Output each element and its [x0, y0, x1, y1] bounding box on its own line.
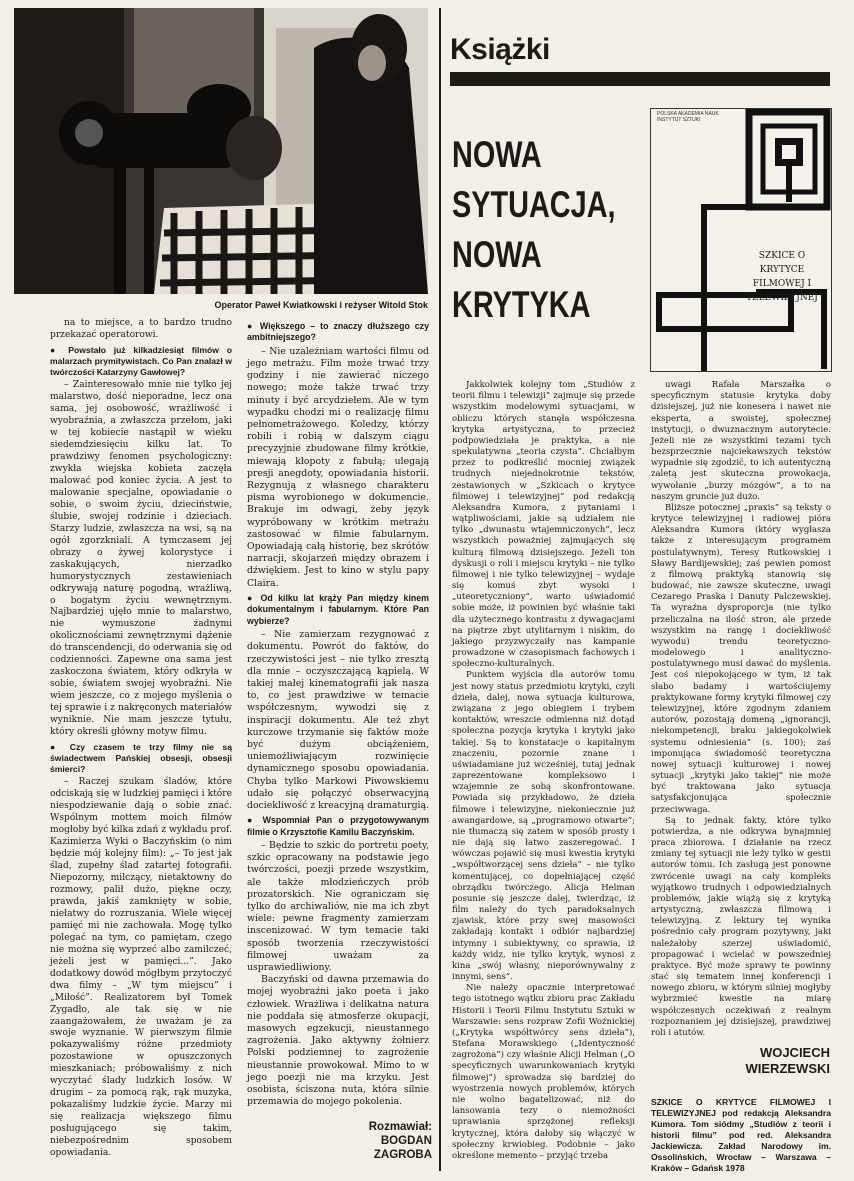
paragraph: uwagi Rafała Marszałka o specyficznym statusie krytyka doby dzisiejszej, już nie konesera i nawet nie eksperta, a swoistej, społecznej instytucji, o dwuznacznym autorytecie. Jeżeli nie ze wszystkimi tezami tych bezsprzecznie najciekawszych tekstów wypadnie się zgodzić, to ich autentyczną zaletą jest skuteczna prowokacja, wywołanie „burzy mózgów”, a to na naszym gruncie już dużo. — [651, 380, 831, 502]
interviewer-label: Rozmawiał: — [368, 1121, 432, 1133]
paragraph: na to miejsce, a to bardzo trudno przekazać operatorowi. — [50, 318, 232, 340]
cover-pattern — [651, 109, 831, 371]
review-author — [700, 1045, 830, 1077]
headline-line-3: NOWA — [452, 234, 542, 275]
bibliographic-note: SZKICE O KRYTYCE FILMOWEJ I TELEWIZYJNEJ pod redakcją Aleksandra Kumora. Tom siódmy „Studiów z teorii i historii filmu” pod red. Aleksandra Jackiewicza. Zakład Narodowy im. Ossolińskich, Wrocław – Warszawa – Kraków – Gdańsk 1978 — [651, 1097, 831, 1173]
interview-question: ● Wspomniał Pan o przygotowywanym filmie o Krzysztofie Kamilu Baczyńskim. — [247, 815, 429, 838]
interview-question: ● Od kilku lat krąży Pan między kinem dokumentalnym i fabularnym. Które Pan wybierze? — [247, 593, 429, 627]
interview-column-1 — [50, 318, 232, 1160]
photo-illustration — [14, 8, 428, 294]
photo-caption: Operator Paweł Kwiatkowski i reżyser Witold Stok — [214, 300, 428, 310]
paragraph: – Nie zamierzam rezygnować z dokumentu. Powrót do faktów, do rzeczywistości jest – nie tylko zresztą dla mnie – oczyszczającą kąpielą. W takiej małej kinematografii jak nasza to, co jest prawdziwe w temacie współczesnym, wywodzi się z inspiracji dokumentu. Ale też zbyt kurczowe trzymanie się faktów może być dużym obciążeniem, uniemożliwiającym rozwinięcie dynamicznego sposobu opowiadania. Chyba tylko Markowi Piwowskiemu udało się połączyć obserwacyjną dociekliwość z kreacyjną dramaturgią. — [247, 629, 429, 811]
film-crew-photo — [14, 8, 428, 294]
interview-question: ● Powstało już kilkadziesiąt filmów o malarzach prymitywistach. Co Pan znalazł w twórczości Katarzyny Gawłowej? — [50, 345, 232, 378]
review-headline — [452, 130, 616, 330]
cover-publisher: POLSKA AKADEMIA NAUK INSTYTUT SZTUKI — [657, 111, 719, 123]
column-divider — [439, 8, 441, 1171]
book-cover — [650, 108, 832, 372]
interviewer-last-name: ZAGROBA — [373, 1149, 432, 1161]
interview-column-2 — [247, 318, 429, 1108]
paragraph: Baczyński od dawna przemawia do mojej wyobraźni jako poeta i jako człowiek. Wrażliwa i delikatna natura nie poddała się atmosferze okupacji, masowych egzekucji, nieustannego zagrożenia. Jako aktywny żołnierz Polski podziemnej to zagrożenie nieustannie prowokował. Mimo to w jego poezji nie ma krzyku. Jest osobista, ściszona nuta, która silnie przemawia do mojego pokolenia. — [247, 974, 429, 1108]
paragraph: – Będzie to szkic do portretu poety, szkic opracowany na podstawie jego twórczości, poezji przede wszystkim, ale także młodzieńczych prób prozatorskich. Nie ograniczam się tylko do archiwaliów, nie ma ich zbyt wiele: pewne fragmenty zamierzam inscenizować. W tym temacie taki sposób tworzenia rzeczywistości filmowej uważam za usprawiedliwiony. — [247, 839, 429, 973]
review-column-2 — [651, 380, 831, 1039]
section-rule — [450, 72, 830, 86]
section-title: Książki — [450, 33, 550, 66]
review-column-1 — [452, 380, 635, 1162]
interviewer-first-name: BOGDAN — [380, 1135, 432, 1147]
interviewer-credit — [340, 1120, 432, 1162]
headline-line-4: KRYTYKA — [452, 284, 591, 325]
paragraph: Nie należy opacznie interpretować tego istotnego wątku zbioru prac Zakładu Historii i Teorii Filmu Instytutu Sztuki w Warszawie: sens rozpraw Zofii Woźnickiej („Krytyka współtwórcy sens dzieła”), Stefana Morawskiego („Identyczność zagrożona”) czy właśnie Alicji Helman („O specyficznych uwarunkowaniach krytyki filmowej”) sprowadza się bardziej do wyostrzenia nowych problemów, których nie wolno bagatelizować, niż do lansowania tezy o niemożności uprawiania sprzężonej refleksji krytycznej, która dałoby się włączyć w społeczny krwiobieg. Podobnie – jako określone memento – przyjąć trzeba — [452, 983, 635, 1161]
headline-line-1: NOWA — [452, 134, 542, 175]
interview-question: ● Większego – to znaczy dłuższego czy ambitniejszego? — [247, 321, 429, 344]
paragraph: Punktem wyjścia dla autorów tomu jest nowy status przedmiotu krytyki, czyli dzieła, dalej, nowa sytuacja kulturowa, związana z jego obiegiem i trybem kontaktów, wreszcie odmienna niż dotąd społeczna pozycja krytyka i krytyki jako takiej. Są to konstatacje o kapitalnym znaczeniu, pozornie znane i uświadamiane już wcześniej, tutaj jednak zaprezentowane kompleksowo i wzajemnie ze sobą skonfrontowane. Powiada się przykładowo, że dzieła filmowe i telewizyjne, niekoniecznie już awangardowe, są „programowo otwarte”; nie tłumaczą się zatem w sposób prosty i nie dają się łatwo zaszeregować. I wówczas pojawić się musi kwestia krytyki „współtworzącej sens dzieła” – nie tylko komentującej, co dopełniającej część obrządku twórczego. Alicja Helman posunie się jeszcze dalej, twierdząc, iż film należy do tych paradoksalnych zjawisk, które przy swej masowości zakładają kontakt i odbiór najbardziej intymny i subiektywny, co sprawia, iż każdy widz, nie tylko krytyk, wynosi z kina „swój własny, nieporównywalny z innymi, sens”. — [452, 670, 635, 983]
interview-question: ● Czy czasem te trzy filmy nie są świadectwem Pańskiej obsesji, obsesji śmierci? — [50, 742, 232, 775]
paragraph: Są to jednak fakty, które tylko potwierdza, a nie odkrywa bynajmniej praca zbiorowa. I działanie na rzecz zmiany tej sytuacji nie leży tylko w gestii autorów tomu. Ich zasługą jest ponowne zwrócenie uwagi na cały kompleks wyjątkowo trudnych i odpowiedzialnych problemów, jakie wiążą się z krytyką artystyczną, zwłaszcza filmową i telewizyjną. Z lektury tej wynika pośrednio cały program pozytywny, jaki należałoby szerzej uświadomić, propagować i wcielać w powszedniej praktyce. Być może sprawy te powinny stać się tematem innej konferencji i nowego zbioru, w którym silniej mogłyby wybrzmieć kwestie na miarę współczesnych oczekiwań z realnym rozpoznaniem jej dzisiejszej, prawdziwej roli i atutów. — [651, 815, 831, 1038]
headline-line-2: SYTUACJA, — [452, 184, 616, 225]
cover-title: SZKICE O KRYTYCE FILMOWEJ I TELEWIZYJNEJ — [746, 251, 818, 303]
paragraph: Bliższe potocznej „praxis” są teksty o krytyce telewizyjnej i radiowej pióra Aleksandra Kumora (który wygłasza także z interesującym programem postulatywnym), Teresy Rutkowskiej i Sławy Bardijewskiej; zaś pewien pomost z filmową praktyką stanowią się budować, nie zawsze skuteczne, uwagi Cezarego Praska i Danuty Palczewskiej. Ta wyraźna dysproporcja (nie tylko przeliczalna na ilość stron, ale przede wszystkim na rangę i dociekliwość wywodu) trendu teoretyczno-modelowego i analityczno-postulatywnego musi dawać do myślenia. Jest coś niepokojącego w tym, iż tak słabo badamy i wartościujemy praktykowane formy krytyki filmowej czy telewizyjnej, które zgodnym zdaniem autorów, pozostają domeną „ignorancji, niekompetencji, braku jakiegokolwiek systemu odniesienia” (s. 100); zaś imponująca świadomość teoretyczna nowej sytuacji kulturowej i nowej sytuacji „krytyki jako takiej” nie może być traktowana jako sytuacja satysfakcjonująca społecznie przeciwwaga. — [651, 502, 831, 815]
paragraph: – Zainteresowało mnie nie tylko jej malarstwo, dość nieporadne, lecz ona sama, jej osobowość, wrażliwość i wyobraźnia, a zwłaszcza przełom, jaki w tej kobiecie nastąpił w wieku siedemdziesięciu kilku lat. To prawdziwy fenomen psychologiczny: zwykła wiejska kobieta zaczęła malować pod koniec życia. A jest to malowanie specjalne, opowiadanie o sobie, o swoim życiu, dzieciństwie, ślubie, swojej rodzinie i dzieciach. Starzy ludzie, zwłaszcza na wsi, są na ogół zgorzkniali. A tymczasem jej obrazy o żywej kolorystyce i zaskakujących, nierzadko humorystycznych zestawieniach odkrywają naturę pogodną, wrażliwą, o bogatym życiu wewnętrznym. Najbardziej ujęło mnie to malarstwo, nie wymuszone żadnymi okolicznościami zewnętrznymi dążenie do transcendencji, do oderwania się od codzienności. Zapewne ona sama jest zaskoczona światem, który odkryła w sobie, światem swojej wyobraźni. Nie wiem jeszcze, co z mojego myślenia o tej sprawie i z nakręconych materiałów wyniknie. Nie mam jeszcze tytułu, który określi główny motyw filmu. — [50, 380, 232, 738]
author-first-name: WOJCIECH — [759, 1045, 830, 1060]
paragraph: – Nie uzależniam wartości filmu od jego metrażu. Film może trwać trzy godziny i nie zawierać niczego nowego; może także trwać trzy minuty i być arcydziełem. Ale w tym wypadku chodzi mi o realizację filmu pełnometrażowego. Koledzy, którzy robili i robią w dalszym ciągu precyzyjnie zbudowane filmy krótkie, miewają kłopoty z fabułą; ulegają presji anegdoty, opowiadania historii. Rezygnują z własnego charakteru pisma wyrobionego w dokumencie. Brakuje im odwagi, żeby język wypróbowany w krótkim metrażu zastosować w filmie fabularnym. Opowiadają całą historię, bez skrótów narracji, skojarzeń między obrazem i dźwiękiem. Jest to kino w stylu papy Claira. — [247, 345, 429, 589]
author-last-name: WIERZEWSKI — [745, 1061, 830, 1076]
paragraph: – Raczej szukam śladów, które odciskają się w ludzkiej pamięci i które niespodziewanie dają o sobie znać. Wspólnym mottem moich filmów mogłoby być kilka zdań z wykładu prof. Kazimierza Wyki o Baczyńskim (o nim będzie mój kolejny film): „– To jest jak ślad, zupełny ślad zatartej fotografii. Niepozorny, milczący, nietaktowny do rozmowy, palił dużo, piękne oczy, prawda, jakiś zamknięty w sobie, niełatwy do rozruszania. Wiele więcej pamięć mi nie zachowała. Mogę tylko polegać na tym, co pamiętam, czego nie można się wyprzeć albo zamilczeć, jeżeli jest w pamięci...”. Jako dodatkowy dowód mógłbym przytoczyć dwa filmy – „W tym miejscu” i „Miłość”. Realizatorem był Tomek Zygadło, ale tak się w nie zaangażowałem, że uważam je za swoje wyznanie. W pierwszym filmie pokazywaliśmy różne przedmioty pozostawione w opuszczonych mieszkaniach; próbowaliśmy z nich wyczytać ślady ludzkich losów. W drugim – za pomocą rąk, rąk muzyka, pokazaliśmy ludzkie życie. Marzy mi się realizacja większego filmu posługującego się takim, niebezpośrednim sposobem opowiadania. — [50, 777, 232, 1158]
paragraph: Jakkolwiek kolejny tom „Studiów z teorii filmu i telewizji” zajmuje się przede wszystkim modelowymi sytuacjami, w obliczu których stanęła współczesna krytyka artystyczna, to przecież podpowiedziała je praktyka, a nie spekulatywna „teoria czysta”. Chciałbym przez to podkreślić mocniej związek trudnych niejednokrotnie tekstów, zestawionych w „Szkicach o krytyce filmowej i telewizyjnej” pod redakcją Aleksandra Kumora, z pytaniami i wątpliwościami, jakie są udziałem nie tylko „dwunastu wtajemniczonych”, lecz wszystkich poważniej zajmujących się kulturą filmową dzisiejszego. Jeżeli ton dyskusji o roli i miejscu krytyki – nie tylko filmowej i nie tylko telewizyjnej – wydaje się komuś zbyt wysoki i „uteoretyczniony”, warto uświadomić sobie może, iż powinien być właśnie taki dla użytecznego kontrastu z dywagacjami na piętrze zbyt utylitarnym i niskim, do jakiego przyzwyczaiły nas kampanie prowadzone w czasopismach fachowych i społeczno-kulturalnych. — [452, 380, 635, 670]
